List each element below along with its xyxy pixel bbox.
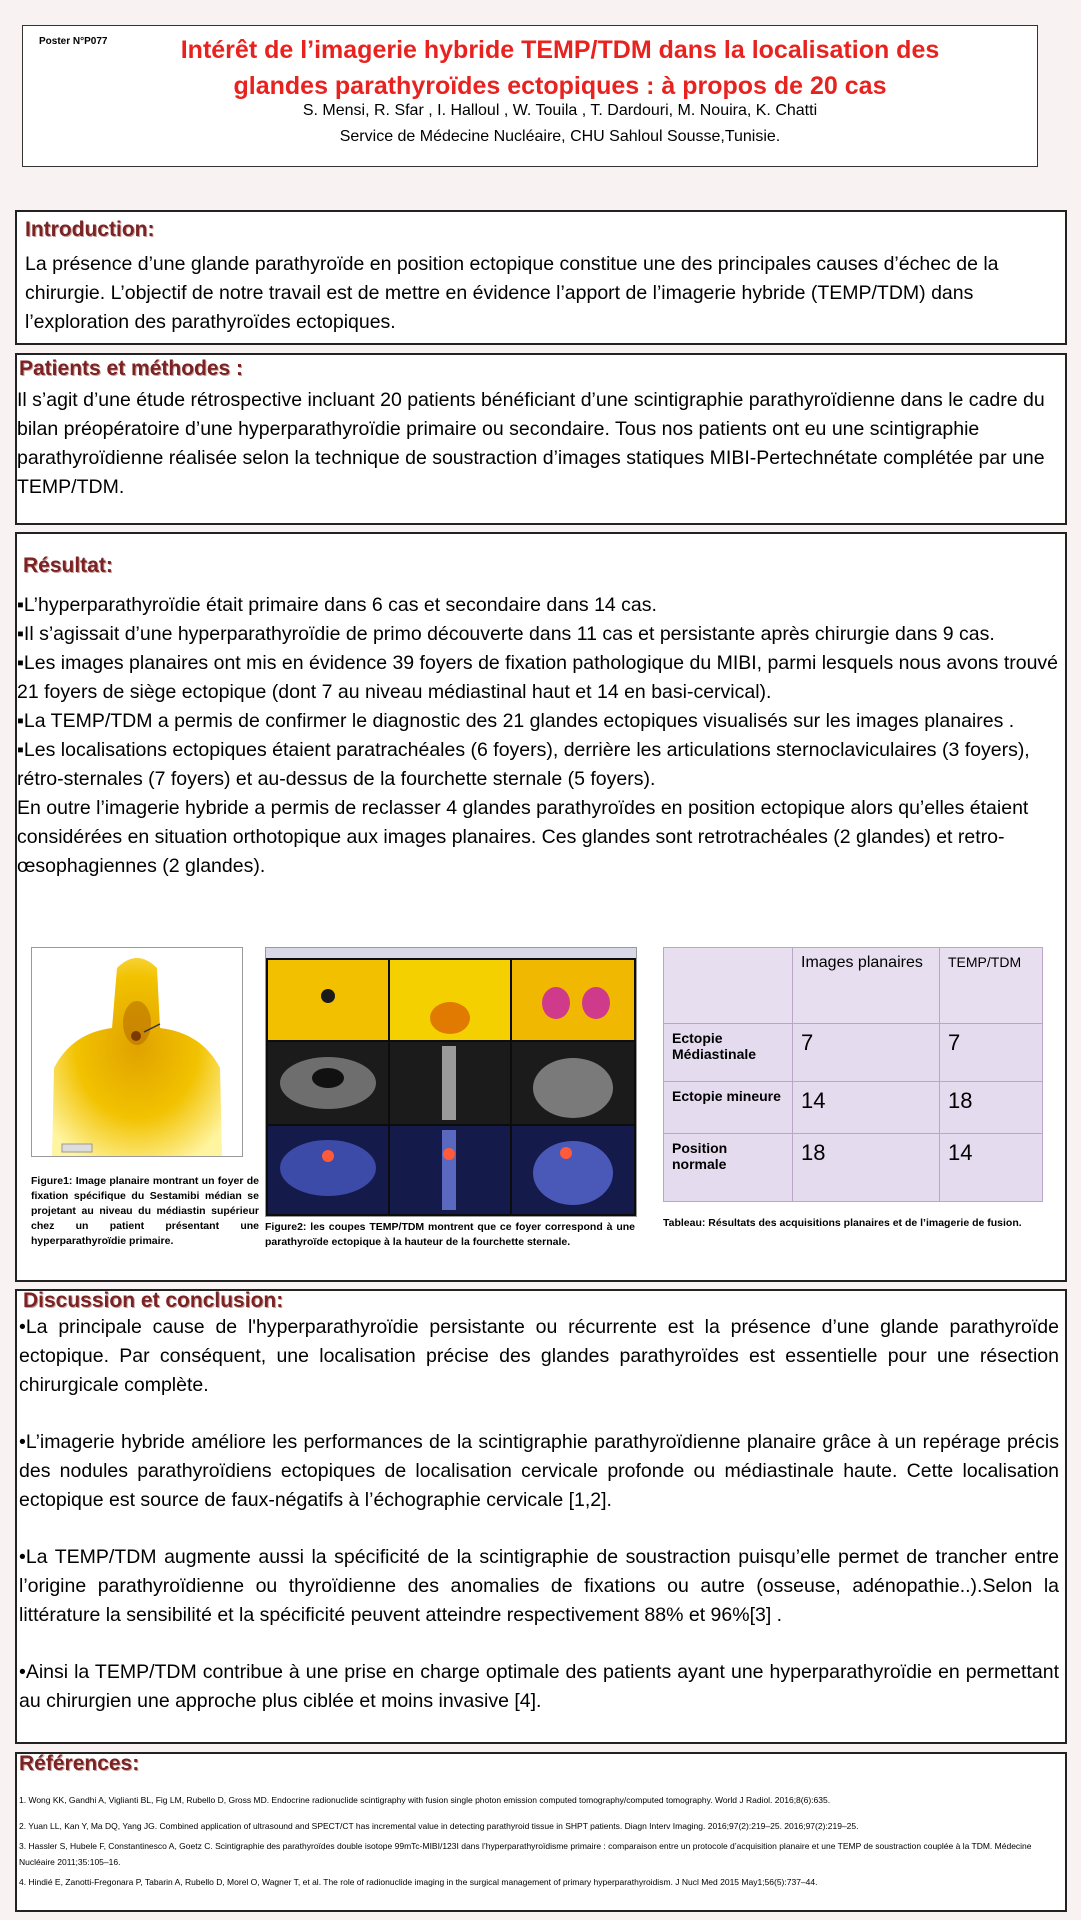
- table-cell: 7: [940, 1024, 1043, 1082]
- methods-title: Patients et méthodes :: [19, 357, 244, 380]
- table-header-cell: Images planaires: [793, 948, 940, 1024]
- table-cell: 7: [793, 1024, 940, 1082]
- reference-item: 4. Hindié E, Zanotti-Fregonara P, Tabarin A, Rubello D, Morel O, Wagner T, et al. The role of radionuclide imaging in the surgical management of primary hyperparathyroidism. J Nucl Med 2015 May1;56(5):737–44.: [19, 1877, 818, 1887]
- discussion-paragraph: •La principale cause de l'hyperparathyroïdie persistante ou récurrente est la présence d’une glande parathyroïde ectopique. Par conséquent, une localisation précise des glandes parathyroïdes est essentielle pour une résection chirurgicale complète.: [19, 1316, 1059, 1396]
- poster-header: [22, 25, 1038, 167]
- table-header-cell: [664, 948, 793, 1024]
- result-item: ▪Les images planaires ont mis en évidence 39 foyers de fixation pathologique du MIBI, parmi lesquels nous avons trouvé 21 foyers de siège ectopique (dont 7 au niveau médiastinal haut et 14 en basi-cervical).: [17, 652, 1059, 703]
- table-cell: Ectopie Médiastinale: [664, 1024, 793, 1082]
- discussion-paragraph: •Ainsi la TEMP/TDM contribue à une prise en charge optimale des patients ayant une hyperparathyroïdie en permettant au chirurgien une approche plus ciblée et moins invasive [4].: [19, 1661, 1059, 1712]
- figure-1-caption: Figure1: Image planaire montrant un foyer de fixation spécifique du Sestamibi médian se projetant au niveau du médiastin supérieur chez un patient présentant une hyperparathyroïdie primaire.: [31, 1175, 259, 1247]
- poster-title: [103, 32, 1017, 104]
- results-list: [17, 591, 1059, 881]
- methods-text: Il s’agit d’une étude rétrospective incluant 20 patients bénéficiant d’une scintigraphie parathyroïdienne dans le cadre du bilan préopératoire d’une hyperparathyroïdie primaire ou secondaire. Tous nos patients ont eu une scintigraphie parathyroïdienne réalisée selon la technique de soustraction d’images statiques MIBI-Pertechnétate complétée par une TEMP/TDM.: [17, 389, 1045, 498]
- result-item: ▪Les localisations ectopiques étaient paratrachéales (6 foyers), derrière les articulations sternoclaviculaires (3 foyers), rétro-sternales (7 foyers) et au-dessus de la fourchette sternale (5 foyers).: [17, 739, 1030, 790]
- authors: S. Mensi, R. Sfar , I. Halloul , W. Touila , T. Dardouri, M. Nouira, K. Chatti: [302, 102, 818, 119]
- methods-section: [15, 353, 1067, 525]
- table-cell: 18: [940, 1082, 1043, 1134]
- references-title: Références:: [19, 1752, 140, 1775]
- discussion-paragraph: •La TEMP/TDM augmente aussi la spécificité de la scintigraphie de soustraction puisqu’elle permet de trancher entre l’origine parathyroïdienne ou thyroïdienne des anomalies de fixations ou autre (osseuse, adénopathie..).Selon la littérature la sensibilité et la spécificité peuvent atteindre respectivement 88% et 96%[3] .: [19, 1546, 1059, 1626]
- introduction-text: La présence d’une glande parathyroïde en position ectopique constitue une des principales causes d’échec de la chirurgie. L’objectif de notre travail est de mettre en évidence l’apport de l’imagerie hybride (TEMP/TDM) dans l’exploration des parathyroïdes ectopiques.: [25, 253, 999, 333]
- discussion-section: [15, 1289, 1067, 1744]
- results-table: [663, 947, 1043, 1202]
- result-item: En outre l’imagerie hybride a permis de reclasser 4 glandes parathyroïdes en position ectopique alors qu’elles étaient considérées en situation orthotopique aux images planaires. Ces glandes sont retrotrachéales (2 glandes) et retro-œsophagiennes (2 glandes).: [17, 797, 1029, 877]
- affiliation: Service de Médecine Nucléaire, CHU Sahloul Sousse,Tunisie.: [339, 128, 781, 145]
- result-item: ▪La TEMP/TDM a permis de confirmer le diagnostic des 21 glandes ectopiques visualisés sur les images planaires .: [17, 710, 1015, 732]
- introduction-section: [15, 210, 1067, 345]
- table-row: [664, 1024, 1043, 1082]
- table-cell: 14: [793, 1082, 940, 1134]
- figure-1-planar-scan: [31, 947, 243, 1157]
- spect-ct-image: [266, 948, 636, 1216]
- title-line-1: Intérêt de l’imagerie hybride TEMP/TDM dans la localisation des: [180, 36, 940, 64]
- table-cell: 18: [793, 1134, 940, 1202]
- planar-scan-image: [32, 948, 242, 1156]
- table-cell: Position normale: [664, 1134, 793, 1202]
- references-list: [19, 1792, 1061, 1890]
- discussion-paragraph: •L’imagerie hybride améliore les performances de la scintigraphie parathyroïdienne planaire grâce à un repérage précis des nodules parathyroïdiens ectopiques de localisation cervicale profonde ou médiastinale haute. Cette localisation ectopique est source de faux-négatifs à l’échographie cervicale [1,2].: [19, 1431, 1059, 1511]
- reference-item: 2. Yuan LL, Kan Y, Ma DQ, Yang JG. Combined application of ultrasound and SPECT/CT has incremental value in detecting parathyroid tissue in SHPT patients. Diagn Interv Imaging. 2016;97(2):219–25. 2016;97(2):219–25.: [19, 1821, 859, 1831]
- discussion-title: Discussion et conclusion:: [23, 1289, 284, 1312]
- results-section: [15, 532, 1067, 1282]
- table-header-row: [664, 948, 1043, 1024]
- table-row: [664, 1082, 1043, 1134]
- result-item: ▪Il s’agissait d’une hyperparathyroïdie de primo découverte dans 11 cas et persistante après chirurgie dans 9 cas.: [17, 623, 995, 645]
- title-line-2: glandes parathyroïdes ectopiques : à propos de 20 cas: [233, 72, 887, 100]
- table-row: [664, 1134, 1043, 1202]
- references-section: [15, 1752, 1067, 1912]
- results-title: Résultat:: [23, 554, 113, 577]
- reference-item: 1. Wong KK, Gandhi A, Viglianti BL, Fig LM, Rubello D, Gross MD. Endocrine radionuclide scintigraphy with fusion single photon emission computed tomography/computed tomography. World J Radiol. 2016;8(6):635.: [19, 1795, 831, 1805]
- poster-number: Poster N°P077: [39, 36, 108, 47]
- discussion-body: [19, 1313, 1059, 1716]
- table-header-cell: TEMP/TDM: [940, 948, 1043, 1024]
- result-item: ▪L’hyperparathyroïdie était primaire dans 6 cas et secondaire dans 14 cas.: [17, 594, 657, 616]
- figure-2-spect-ct-panels: [265, 947, 637, 1217]
- reference-item: 3. Hassler S, Hubele F, Constantinesco A, Goetz C. Scintigraphie des parathyroïdes double isotope 99mTc-MIBI/123I dans l’hyperparathyroïdisme primaire : comparaison entre un protocole d’acquisition planaire et une TEMP de soustraction couplée à la TDM. Médecine Nucléaire 2011;35:105–16.: [19, 1841, 1032, 1867]
- table-cell: Ectopie mineure: [664, 1082, 793, 1134]
- table-caption: Tableau: Résultats des acquisitions planaires et de l’imagerie de fusion.: [663, 1217, 1022, 1229]
- table-cell: 14: [940, 1134, 1043, 1202]
- introduction-title: Introduction:: [25, 218, 155, 241]
- figure-2-caption: Figure2: les coupes TEMP/TDM montrent que ce foyer correspond à une parathyroïde ectopique à la hauteur de la fourchette sternale.: [265, 1221, 635, 1248]
